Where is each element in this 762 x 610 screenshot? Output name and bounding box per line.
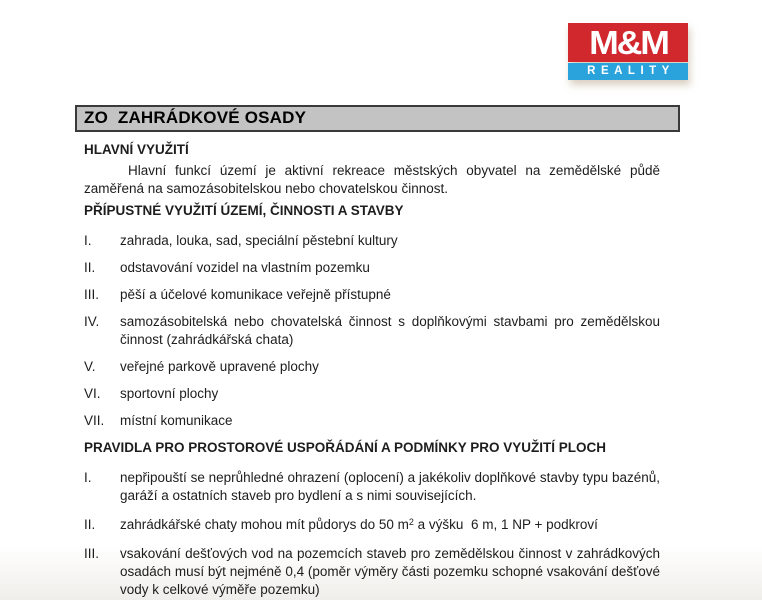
list-item-text: vsakování dešťových vod na pozemcích staveb pro zemědělskou činnost v zahrádkových osadách musí být nejméně 0,4 (poměr výměry části pozemku schopné vsakování dešťové vody k celkové výměře pozemku) [120,546,660,597]
list-item-text: nepřipouští se neprůhledné ohrazení (oplocení) a jakékoliv doplňkové stavby typu bazénů, garáží a ostatních staveb pro bydlení a s nimi souvisejících. [120,470,660,503]
list-item-text: místní komunikace [120,413,233,428]
list-item [84,516,660,534]
list-item-text [120,516,660,534]
list-item-text: zahrada, louka, sad, speciální pěstební kultury [120,233,398,248]
list-marker: III. [84,546,100,561]
permitted-use-list [84,232,660,430]
logo-mm-text: M&M [588,24,668,61]
list-item [84,358,660,376]
document-content [84,141,660,610]
list-marker: V. [84,359,96,374]
list-item [84,469,660,505]
list-marker: III. [84,287,100,302]
list-item-text: samozásobitelská nebo chovatelská činnost s doplňkovými stavbami pro zemědělskou činnost (zahrádkářská chata) [120,314,660,347]
logo-reality-text: REALITY [587,64,675,77]
section-heading-permitted-use: PŘÍPUSTNÉ VYUŽITÍ ÚZEMÍ, ČINNOSTI A STAVBY [84,203,404,218]
list-item [84,286,660,304]
list-marker: II. [84,260,96,275]
list-item [84,313,660,349]
logo-reality-bar [568,63,688,80]
list-item-text: pěší a účelové komunikace veřejně přístupné [120,287,391,302]
list-marker: I. [84,470,92,485]
list-marker: II. [84,517,96,532]
list-item-text: veřejné parkově upravené plochy [120,359,319,374]
list-item [84,412,660,430]
mm-reality-logo [568,23,688,80]
list-item [84,232,660,250]
list-item-text: sportovní plochy [120,386,219,401]
list-item [84,545,660,599]
list-marker: I. [84,233,92,248]
text-run: zahrádkářské chaty mohou mít půdorys do 50 m [120,517,409,532]
superscript: 2 [408,517,414,527]
list-item [84,385,660,403]
text-run: a výšku 6 m, 1 NP + podkroví [413,517,598,532]
list-marker: VII. [84,413,105,428]
section-heading-main-use: HLAVNÍ VYUŽITÍ [84,142,189,157]
logo-mm-block [568,23,688,62]
main-use-paragraph: Hlavní funkcí území je aktivní rekreace městských obyvatel na zemědělské půdě zaměřená na samozásobitelskou nebo chovatelskou činnost. [84,163,660,196]
document-title-bar: ZO ZAHRÁDKOVÉ OSADY [75,105,680,132]
list-marker: IV. [84,314,100,329]
rules-list [84,469,660,599]
section-heading-rules: PRAVIDLA PRO PROSTOROVÉ USPOŘÁDÁNÍ A PODMÍNKY PRO VYUŽITÍ PLOCH [84,440,607,455]
list-marker: VI. [84,386,101,401]
list-item-text: odstavování vozidel na vlastním pozemku [120,260,370,275]
list-item [84,259,660,277]
